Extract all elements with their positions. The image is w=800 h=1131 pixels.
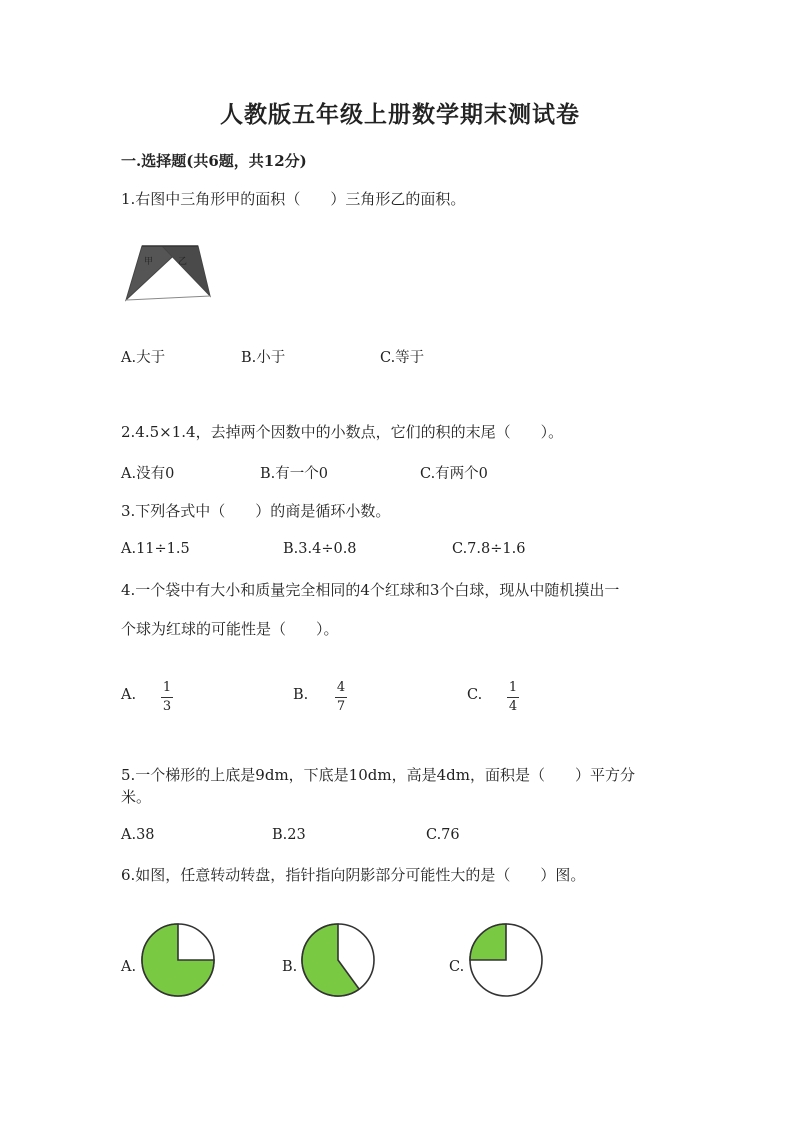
question-2-text: 2.4.5×1.4，去掉两个因数中的小数点，它们的积的末尾（ ）。 — [121, 423, 564, 441]
q4-option-c-label: C. — [467, 687, 483, 703]
fraction-denominator: 4 — [508, 699, 518, 714]
q2-option-a: A.没有0 — [121, 466, 175, 482]
q5-option-c: C.76 — [426, 827, 460, 843]
q4-option-c-fraction — [507, 681, 519, 714]
triangle-yi — [162, 246, 210, 296]
q5-option-a: A.38 — [121, 827, 155, 843]
question-5-line-1: 5.一个梯形的上底是9dm，下底是10dm，高是4dm，面积是（ ）平方分 — [121, 766, 635, 784]
q3-option-a: A.11÷1.5 — [121, 541, 190, 557]
q6-option-c-label: C. — [449, 959, 465, 975]
q6-option-a-spinner — [140, 922, 216, 998]
q4-option-b-fraction — [335, 681, 347, 714]
q4-option-b-label: B. — [293, 687, 309, 703]
page-title: 人教版五年级上册数学期末测试卷 — [220, 101, 580, 128]
triangle-figure — [122, 240, 214, 304]
q1-option-b: B.小于 — [241, 350, 286, 366]
triangle-label-jia: 甲 — [144, 257, 154, 267]
question-3-text: 3.下列各式中（ ）的商是循环小数。 — [121, 502, 391, 520]
q1-option-c: C.等于 — [380, 350, 425, 366]
question-4-line-1: 4.一个袋中有大小和质量完全相同的4个红球和3个白球，现从中随机摸出一 — [121, 581, 620, 599]
q3-option-c: C.7.8÷1.6 — [452, 541, 526, 557]
question-1-text: 1.右图中三角形甲的面积（ ）三角形乙的面积。 — [121, 190, 466, 208]
q4-option-a-fraction — [161, 681, 173, 714]
question-5-line-2: 米。 — [121, 788, 152, 806]
triangle-label-yi: 乙 — [178, 257, 188, 267]
q6-option-a-label: A. — [121, 959, 137, 975]
fraction-numerator: 4 — [336, 680, 346, 695]
question-6-text: 6.如图，任意转动转盘，指针指向阴影部分可能性大的是（ ）图。 — [121, 866, 586, 884]
fraction-denominator: 3 — [162, 699, 172, 714]
q6-option-c-spinner — [468, 922, 544, 998]
section-heading: 一.选择题(共6题，共12分) — [121, 152, 307, 170]
q6-option-b-label: B. — [282, 959, 298, 975]
q1-option-a: A.大于 — [121, 350, 166, 366]
q2-option-c: C.有两个0 — [420, 466, 488, 482]
fraction-numerator: 1 — [508, 680, 518, 695]
fraction-denominator: 7 — [336, 699, 346, 714]
q2-option-b: B.有一个0 — [260, 466, 328, 482]
q3-option-b: B.3.4÷0.8 — [283, 541, 357, 557]
question-4-line-2: 个球为红球的可能性是（ ）。 — [121, 620, 339, 638]
q6-option-b-spinner — [300, 922, 376, 998]
q4-option-a-label: A. — [121, 687, 137, 703]
q5-option-b: B.23 — [272, 827, 306, 843]
spinner-shaded-sector — [470, 924, 506, 960]
fraction-numerator: 1 — [162, 680, 172, 695]
